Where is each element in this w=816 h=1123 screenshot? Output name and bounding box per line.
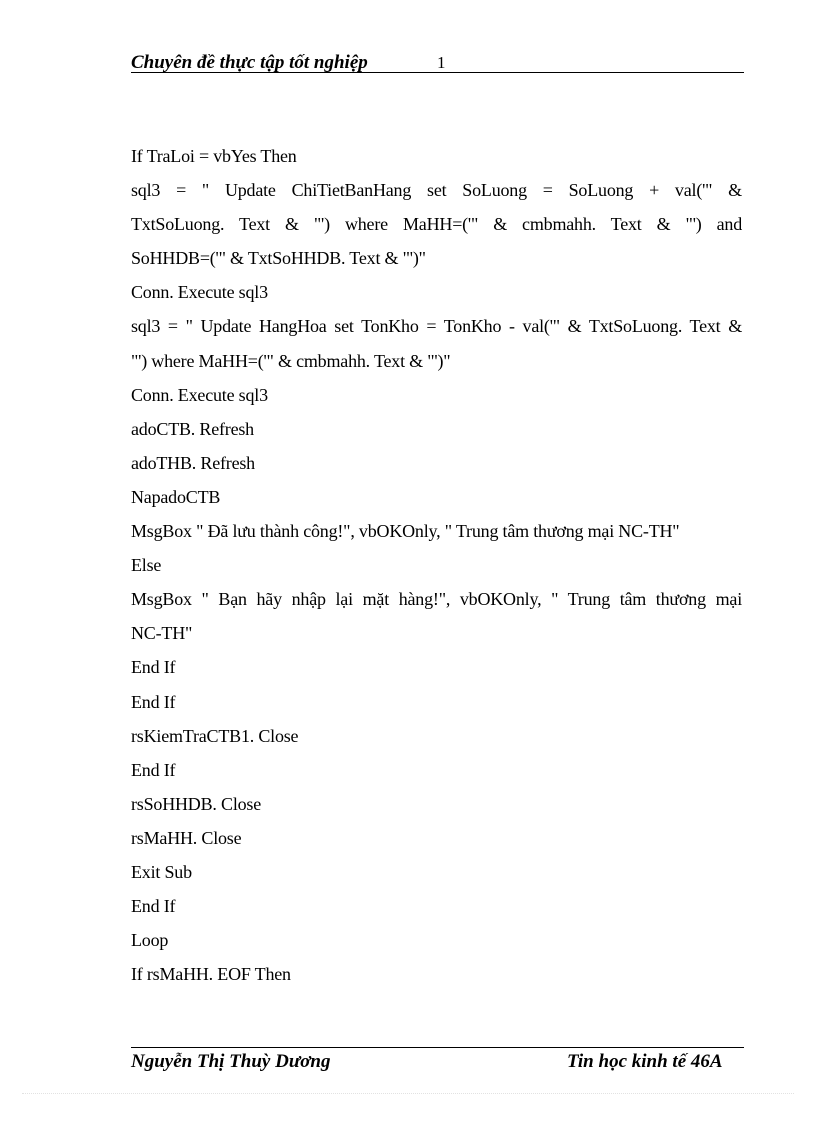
code-line: NC-TH" bbox=[131, 623, 193, 644]
code-line: MsgBox " Bạn hãy nhập lại mặt hàng!", vbOKOnly, " Trung tâm thương mại bbox=[131, 589, 742, 610]
code-line: End If bbox=[131, 657, 176, 678]
code-line: If TraLoi = vbYes Then bbox=[131, 146, 297, 166]
department-name: Tin học kinh tế 46A bbox=[567, 1051, 723, 1072]
code-line: End If bbox=[131, 691, 176, 712]
code-line: adoCTB. Refresh bbox=[131, 418, 254, 439]
code-line: NapadoCTB bbox=[131, 486, 221, 507]
code-line: sql3 = " Update ChiTietBanHang set SoLuong = SoLuong + val('" & bbox=[131, 180, 742, 201]
code-line: rsSoHHDB. Close bbox=[131, 793, 262, 814]
code-line: rsKiemTraCTB1. Close bbox=[131, 725, 299, 746]
code-line: If rsMaHH. EOF Then bbox=[131, 964, 291, 985]
code-line: rsMaHH. Close bbox=[131, 827, 242, 848]
page-edge-divider bbox=[22, 1093, 794, 1094]
page-header bbox=[131, 52, 744, 73]
page-number: 1 bbox=[437, 53, 446, 72]
code-line: "') where MaHH=('" & cmbmahh. Text & "')" bbox=[131, 350, 451, 371]
code-line: Conn. Execute sql3 bbox=[131, 384, 268, 405]
code-line: SoHHDB=('" & TxtSoHHDB. Text & "')" bbox=[131, 248, 426, 269]
document-title: Chuyên đề thực tập tốt nghiệp bbox=[131, 52, 368, 73]
code-line: Exit Sub bbox=[131, 861, 192, 882]
code-line: End If bbox=[131, 759, 176, 780]
code-line: Loop bbox=[131, 930, 169, 951]
code-line: sql3 = " Update HangHoa set TonKho = TonKho - val('" & TxtSoLuong. Text & bbox=[131, 316, 742, 337]
code-line: Else bbox=[131, 555, 162, 576]
author-name: Nguyễn Thị Thuỳ Dương bbox=[131, 1051, 331, 1072]
code-line: adoTHB. Refresh bbox=[131, 452, 255, 473]
page-footer bbox=[131, 1047, 744, 1078]
code-listing bbox=[131, 139, 742, 991]
code-line: TxtSoLuong. Text & "') where MaHH=('" & cmbmahh. Text & "') and bbox=[131, 214, 742, 235]
code-line: End If bbox=[131, 896, 176, 917]
code-line: Conn. Execute sql3 bbox=[131, 282, 268, 303]
code-line: MsgBox " Đã lưu thành công!", vbOKOnly, " Trung tâm thương mại NC-TH" bbox=[131, 521, 680, 542]
